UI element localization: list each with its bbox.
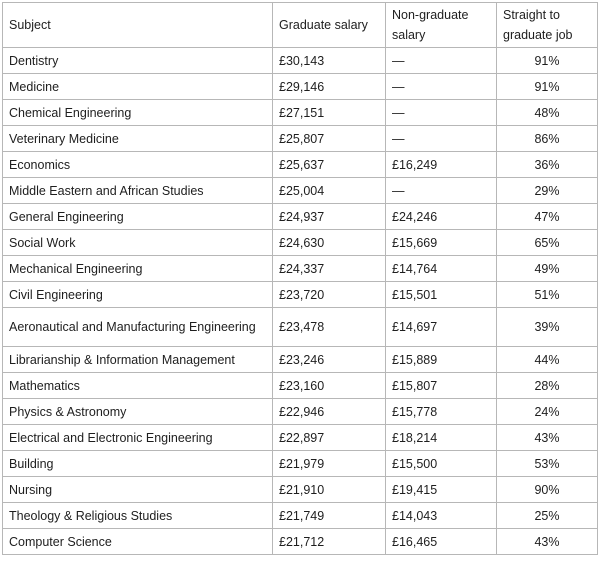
cell-straight-to-graduate-job: 39% <box>497 308 598 347</box>
table-row <box>3 399 598 425</box>
cell-graduate-salary: £22,897 <box>273 425 386 451</box>
cell-graduate-salary: £27,151 <box>273 100 386 126</box>
cell-non-graduate-salary: — <box>386 126 497 152</box>
cell-straight-to-graduate-job: 29% <box>497 178 598 204</box>
table-row <box>3 100 598 126</box>
cell-non-graduate-salary: £15,501 <box>386 282 497 308</box>
cell-graduate-salary: £21,712 <box>273 529 386 555</box>
column-header-graduate-salary: Graduate salary <box>273 3 386 48</box>
cell-non-graduate-salary: — <box>386 74 497 100</box>
cell-graduate-salary: £24,337 <box>273 256 386 282</box>
cell-non-graduate-salary: £19,415 <box>386 477 497 503</box>
cell-non-graduate-salary: £15,807 <box>386 373 497 399</box>
cell-graduate-salary: £25,004 <box>273 178 386 204</box>
table-row <box>3 347 598 373</box>
table-row <box>3 503 598 529</box>
cell-graduate-salary: £23,478 <box>273 308 386 347</box>
cell-subject: Mathematics <box>3 373 273 399</box>
table-row <box>3 477 598 503</box>
cell-subject: Social Work <box>3 230 273 256</box>
column-header-non-graduate-salary: Non-graduate salary <box>386 3 497 48</box>
cell-straight-to-graduate-job: 24% <box>497 399 598 425</box>
cell-graduate-salary: £21,979 <box>273 451 386 477</box>
table-row <box>3 373 598 399</box>
cell-subject: Librarianship & Information Management <box>3 347 273 373</box>
cell-non-graduate-salary: — <box>386 178 497 204</box>
column-header-straight-to-graduate-job: Straight to graduate job <box>497 3 598 48</box>
cell-graduate-salary: £25,807 <box>273 126 386 152</box>
cell-straight-to-graduate-job: 86% <box>497 126 598 152</box>
cell-straight-to-graduate-job: 36% <box>497 152 598 178</box>
cell-graduate-salary: £23,160 <box>273 373 386 399</box>
cell-subject: Computer Science <box>3 529 273 555</box>
cell-straight-to-graduate-job: 49% <box>497 256 598 282</box>
cell-subject: Electrical and Electronic Engineering <box>3 425 273 451</box>
cell-straight-to-graduate-job: 43% <box>497 425 598 451</box>
cell-non-graduate-salary: — <box>386 48 497 74</box>
header-row <box>3 3 598 48</box>
table-row <box>3 529 598 555</box>
table-row <box>3 451 598 477</box>
cell-subject: Theology & Religious Studies <box>3 503 273 529</box>
cell-graduate-salary: £21,910 <box>273 477 386 503</box>
cell-subject: Nursing <box>3 477 273 503</box>
cell-graduate-salary: £23,720 <box>273 282 386 308</box>
cell-non-graduate-salary: £14,697 <box>386 308 497 347</box>
cell-subject: Aeronautical and Manufacturing Engineering <box>3 308 273 347</box>
cell-graduate-salary: £24,937 <box>273 204 386 230</box>
table-row <box>3 256 598 282</box>
table-row <box>3 204 598 230</box>
cell-straight-to-graduate-job: 44% <box>497 347 598 373</box>
cell-subject: Veterinary Medicine <box>3 126 273 152</box>
cell-straight-to-graduate-job: 47% <box>497 204 598 230</box>
cell-subject: Physics & Astronomy <box>3 399 273 425</box>
cell-subject: Dentistry <box>3 48 273 74</box>
cell-non-graduate-salary: £15,889 <box>386 347 497 373</box>
table-row <box>3 74 598 100</box>
cell-non-graduate-salary: £15,669 <box>386 230 497 256</box>
table-row <box>3 178 598 204</box>
cell-graduate-salary: £25,637 <box>273 152 386 178</box>
cell-subject: Chemical Engineering <box>3 100 273 126</box>
cell-non-graduate-salary: £18,214 <box>386 425 497 451</box>
cell-non-graduate-salary: £15,778 <box>386 399 497 425</box>
table-row <box>3 230 598 256</box>
cell-non-graduate-salary: £16,249 <box>386 152 497 178</box>
cell-subject: Building <box>3 451 273 477</box>
cell-graduate-salary: £21,749 <box>273 503 386 529</box>
table-body <box>3 48 598 555</box>
table-row <box>3 308 598 347</box>
table-row <box>3 425 598 451</box>
cell-non-graduate-salary: £14,043 <box>386 503 497 529</box>
column-header-subject: Subject <box>3 3 273 48</box>
cell-subject: Mechanical Engineering <box>3 256 273 282</box>
cell-straight-to-graduate-job: 53% <box>497 451 598 477</box>
cell-non-graduate-salary: £14,764 <box>386 256 497 282</box>
cell-non-graduate-salary: £15,500 <box>386 451 497 477</box>
cell-graduate-salary: £24,630 <box>273 230 386 256</box>
cell-subject: General Engineering <box>3 204 273 230</box>
cell-non-graduate-salary: £16,465 <box>386 529 497 555</box>
cell-graduate-salary: £30,143 <box>273 48 386 74</box>
cell-subject: Middle Eastern and African Studies <box>3 178 273 204</box>
table-row <box>3 126 598 152</box>
cell-subject: Medicine <box>3 74 273 100</box>
cell-straight-to-graduate-job: 51% <box>497 282 598 308</box>
cell-straight-to-graduate-job: 48% <box>497 100 598 126</box>
cell-non-graduate-salary: — <box>386 100 497 126</box>
table-row <box>3 152 598 178</box>
table-row <box>3 282 598 308</box>
cell-straight-to-graduate-job: 91% <box>497 48 598 74</box>
cell-graduate-salary: £29,146 <box>273 74 386 100</box>
cell-straight-to-graduate-job: 91% <box>497 74 598 100</box>
cell-subject: Economics <box>3 152 273 178</box>
cell-straight-to-graduate-job: 25% <box>497 503 598 529</box>
cell-straight-to-graduate-job: 65% <box>497 230 598 256</box>
cell-subject: Civil Engineering <box>3 282 273 308</box>
table-row <box>3 48 598 74</box>
cell-straight-to-graduate-job: 90% <box>497 477 598 503</box>
cell-non-graduate-salary: £24,246 <box>386 204 497 230</box>
cell-graduate-salary: £23,246 <box>273 347 386 373</box>
cell-straight-to-graduate-job: 28% <box>497 373 598 399</box>
cell-graduate-salary: £22,946 <box>273 399 386 425</box>
cell-straight-to-graduate-job: 43% <box>497 529 598 555</box>
salary-table <box>2 2 598 555</box>
